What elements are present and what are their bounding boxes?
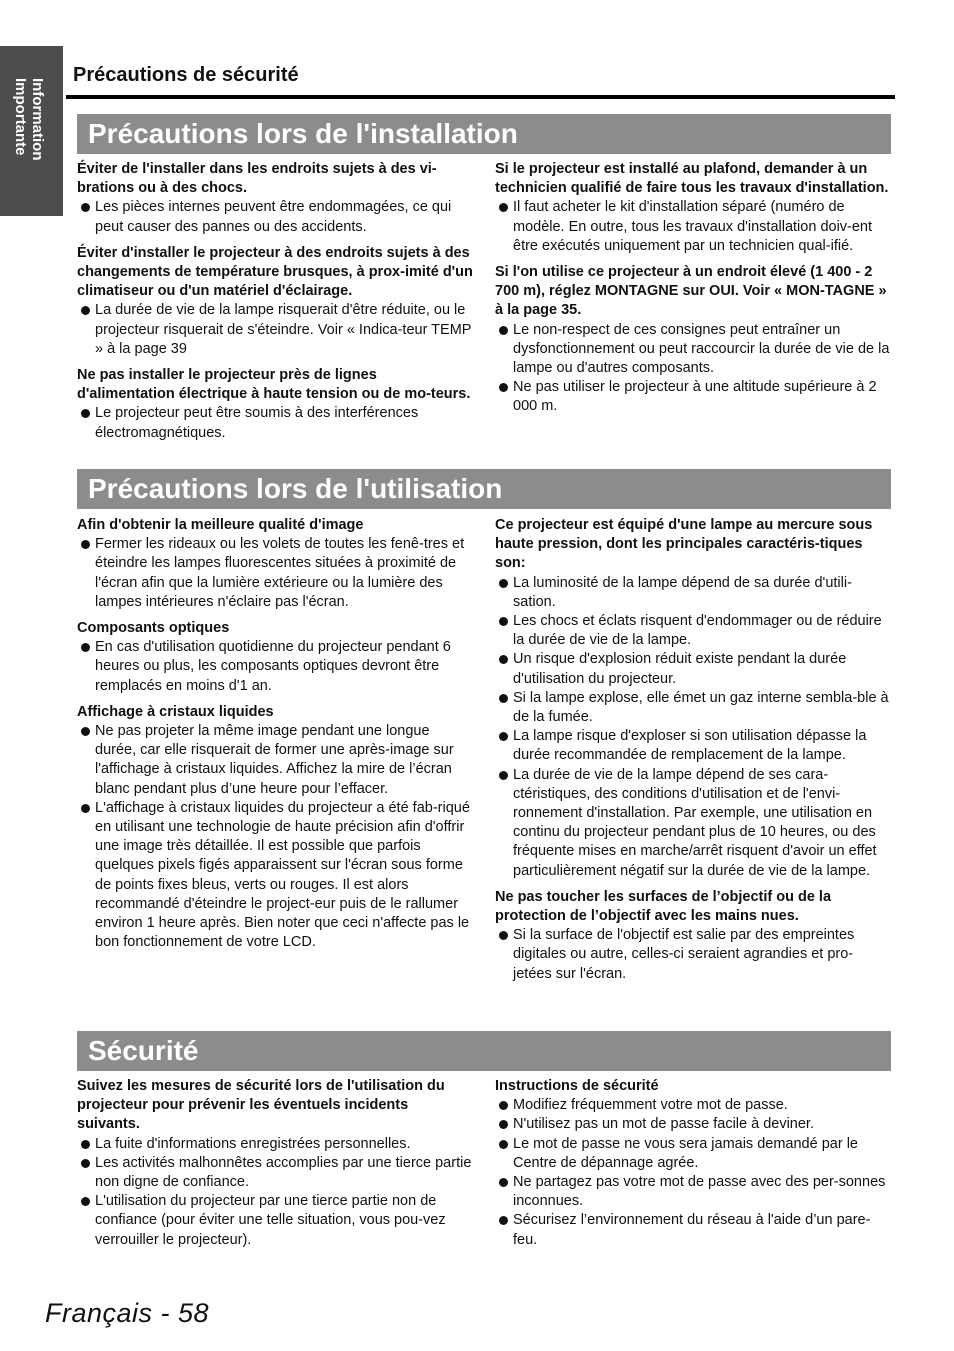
list-item: La fuite d'informations enregistrées personnelles. bbox=[77, 1135, 473, 1154]
list-item: Ne partagez pas votre mot de passe avec des per-sonnes inconnues. bbox=[495, 1173, 891, 1211]
bullet-list bbox=[77, 404, 473, 442]
list-item: N'utilisez pas un mot de passe facile à deviner. bbox=[495, 1115, 891, 1134]
block-heading: Éviter de l'installer dans les endroits sujets à des vi- brations ou à des chocs. bbox=[77, 161, 437, 197]
list-item: Si la lampe explose, elle émet un gaz interne sembla-ble à de la fumée. bbox=[495, 689, 891, 727]
block-heading: Ne pas toucher les surfaces de l’objectif ou de la protection de l’objectif avec les mains nues. bbox=[495, 888, 832, 925]
list-item: Le non-respect de ces consignes peut entraîner un dysfonctionnement ou peut raccourcir la durée de vie de la lampe ou d'autres composants. bbox=[495, 321, 891, 379]
list-item: La luminosité de la lampe dépend de sa durée d'utili-sation. bbox=[495, 574, 891, 612]
list-item: L'utilisation du projecteur par une tierce partie non de confiance (pour éviter une telle situation, vous pou-vez verrouiller le projecteur). bbox=[77, 1192, 473, 1250]
list-item: La durée de vie de la lampe dépend de ses cara-ctéristiques, des conditions d'utilisation et de l'envi-ronnement d'installation. Par exemple, une utilisation en continu du projecteur pendant plus de 10 heures, ou des fréquente mises en marche/arrêt risquent d'avoir un effet particulièrement négatif sur la durée de vie de la lampe. bbox=[495, 766, 891, 881]
securite-left-column bbox=[77, 1077, 473, 1257]
block-heading: Affichage à cristaux liquides bbox=[77, 703, 274, 720]
section-title-installation: Précautions lors de l'installation bbox=[77, 114, 891, 154]
list-item: Il faut acheter le kit d'installation séparé (numéro de modèle. En outre, tous les travaux d'installation doiv-ent être exécutés uniquement par un technicien qual-ifié. bbox=[495, 198, 891, 256]
list-item: La durée de vie de la lampe risquerait d'être réduite, ou le projecteur risquerait de s'éteindre. Voir « Indica-teur TEMP » à la page 39 bbox=[77, 301, 473, 359]
block-heading: Éviter d'installer le projecteur à des endroits sujets à des changements de température brusques, à prox-imité d'un climatiseur ou d'un matériel d'éclairage. bbox=[77, 244, 473, 300]
securite-right-column bbox=[495, 1077, 891, 1257]
list-item: Modifiez fréquemment votre mot de passe. bbox=[495, 1096, 891, 1115]
block-heading: Ce projecteur est équipé d'une lampe au mercure sous haute pression, dont les principales caractéris-tiques son: bbox=[495, 517, 873, 572]
bullet-list bbox=[77, 198, 473, 236]
section-title-utilisation: Précautions lors de l'utilisation bbox=[77, 469, 891, 509]
list-item: Ne pas projeter la même image pendant une longue durée, car elle risquerait de former une après-image sur l'affichage à cristaux liquides. Affichez la mire de l’écran blanc pendant plus d’une heure pour l’effacer. bbox=[77, 722, 473, 799]
list-item: Ne pas utiliser le projecteur à une altitude supérieure à 2 000 m. bbox=[495, 378, 891, 416]
bullet-list bbox=[77, 535, 473, 612]
list-item: Le mot de passe ne vous sera jamais demandé par le Centre de dépannage agrée. bbox=[495, 1135, 891, 1173]
utilisation-left-column bbox=[77, 516, 473, 959]
page-footer: Français - 58 bbox=[45, 1298, 210, 1328]
bullet-list bbox=[495, 198, 891, 256]
side-tab bbox=[0, 46, 63, 216]
block-heading: Suivez les mesures de sécurité lors de l'utilisation du projecteur pour prévenir les éventuels incidents suivants. bbox=[77, 1078, 445, 1133]
bullet-list bbox=[77, 1135, 473, 1250]
bullet-list bbox=[77, 301, 473, 359]
block-heading: Si l'on utilise ce projecteur à un endroit élevé (1 400 - 2 700 m), réglez MONTAGNE sur OUI. Voir « MON-TAGNE » à la page 35. bbox=[495, 264, 887, 319]
installation-right-column bbox=[495, 160, 891, 424]
block-heading: Afin d'obtenir la meilleure qualité d'image bbox=[77, 517, 364, 533]
list-item: La lampe risque d'exploser si son utilisation dépasse la durée recommandée de remplacement de la lampe. bbox=[495, 727, 891, 765]
bullet-list bbox=[495, 926, 891, 984]
block-heading: Instructions de sécurité bbox=[495, 1078, 659, 1094]
list-item: Si la surface de l'objectif est salie par des empreintes digitales ou autre, celles-ci seraient agrandies et pro-jetées sur l'écran. bbox=[495, 926, 891, 984]
bullet-list bbox=[77, 638, 473, 696]
utilisation-right-column bbox=[495, 516, 891, 991]
installation-left-column bbox=[77, 160, 473, 450]
list-item: Le projecteur peut être soumis à des interférences électromagnétiques. bbox=[77, 404, 473, 442]
block-heading: Ne pas installer le projecteur près de lignes d'alimentation électrique à haute tension ou de mo-teurs. bbox=[77, 367, 471, 403]
list-item: Les chocs et éclats risquent d'endommager ou de réduire la durée de vie de la lampe. bbox=[495, 612, 891, 650]
list-item: L'affichage à cristaux liquides du projecteur a été fab-riqué en utilisant une technologie de haute précision afin d'offrir une image très détaillée. Il est possible que parfois quelques pixels figés apparaissent sur l'écran sous forme de points fixes bleus, verts ou rouges. Il est alors recommandé d'éteindre le project-eur puis de le rallumer environ 1 heure après. Bien noter que ceci n'affecte pas le bon fonctionnement de votre LCD. bbox=[77, 799, 473, 953]
list-item: En cas d'utilisation quotidienne du projecteur pendant 6 heures ou plus, les composants optiques devront être remplacés en moins d'1 an. bbox=[77, 638, 473, 696]
bullet-list bbox=[77, 722, 473, 952]
list-item: Fermer les rideaux ou les volets de toutes les fenê-tres et éteindre les lampes fluorescentes situées à proximité de l'écran afin que la lumière extérieure ou la lumière des lampes intérieures n'éclaire pas l'écran. bbox=[77, 535, 473, 612]
bullet-list bbox=[495, 574, 891, 881]
list-item: Un risque d'explosion réduit existe pendant la durée d'utilisation du projecteur. bbox=[495, 650, 891, 688]
running-head: Précautions de sécurité bbox=[73, 64, 299, 86]
head-rule bbox=[66, 95, 895, 99]
block-heading: Si le projecteur est installé au plafond, demander à un technicien qualifié de faire tous les travaux d'installation. bbox=[495, 161, 889, 197]
list-item: Sécurisez l’environnement du réseau à l'aide d’un pare-feu. bbox=[495, 1211, 891, 1249]
bullet-list bbox=[495, 1096, 891, 1250]
section-title-securite: Sécurité bbox=[77, 1031, 891, 1071]
block-heading: Composants optiques bbox=[77, 620, 230, 637]
bullet-list bbox=[495, 321, 891, 417]
side-tab-label: Information Importante bbox=[12, 78, 46, 161]
list-item: Les pièces internes peuvent être endommagées, ce qui peut causer des pannes ou des accidents. bbox=[77, 198, 473, 236]
list-item: Les activités malhonnêtes accomplies par une tierce partie non digne de confiance. bbox=[77, 1154, 473, 1192]
